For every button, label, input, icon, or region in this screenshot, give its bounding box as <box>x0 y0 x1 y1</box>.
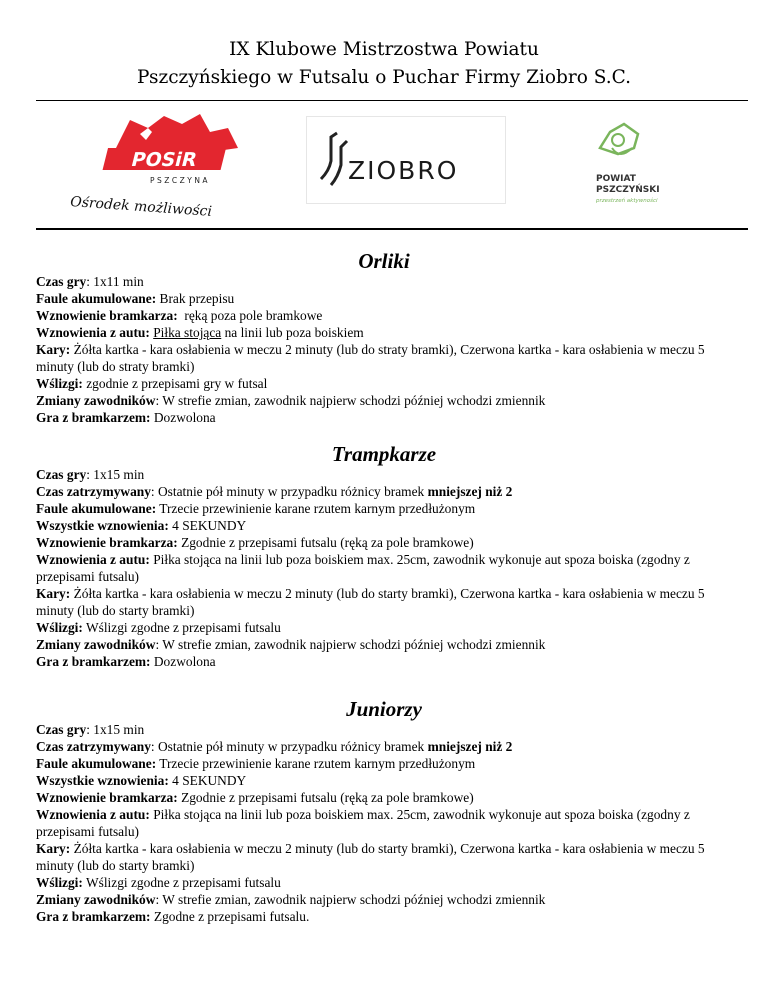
rule-text: Żółta kartka - kara osłabienia w meczu 2 minuty (lub do straty bramki), Czerwona kartka - kara osłabienia w meczu 5 minuty (lub do straty bramki) <box>36 342 708 374</box>
rule-text: Zgodne z przepisami futsalu. <box>153 909 310 924</box>
rule-line <box>36 551 736 585</box>
rule-text: Piłka stojąca na linii lub poza boiskiem max. 25cm, zawodnik wykonuje aut spoza boiska (zgodny z przepisami futsalu) <box>36 552 694 584</box>
rule-label: Wznowienia z autu: <box>36 552 150 567</box>
rule-label: Czas gry <box>36 467 87 482</box>
rule-line <box>36 619 736 636</box>
logos-divider <box>36 228 748 230</box>
ziobro-logo <box>306 116 506 204</box>
rule-line <box>36 375 736 392</box>
rule-label: Gra z bramkarzem: <box>36 654 151 669</box>
rule-separator: : <box>86 722 94 737</box>
rule-label: Faule akumulowane: <box>36 756 157 771</box>
rule-line <box>36 341 736 375</box>
rule-text: 4 SEKUNDY <box>172 518 247 533</box>
rule-line <box>36 466 736 483</box>
rule-label: Wznowienie bramkarza: <box>36 790 178 805</box>
rule-text: W strefie zmian, zawodnik najpierw schodzi później wchodzi zmiennik <box>162 637 546 652</box>
rule-text: Piłka stojąca na linii lub poza boiskiem max. 25cm, zawodnik wykonuje aut spoza boiska (zgodny z przepisami futsalu) <box>36 807 694 839</box>
document-title-line1: IX Klubowe Mistrzostwa Powiatu <box>229 39 539 60</box>
rule-line <box>36 840 736 874</box>
rule-line <box>36 653 736 670</box>
rule-text: W strefie zmian, zawodnik najpierw schodzi później wchodzi zmiennik <box>162 892 546 907</box>
section-title-orliki: Orliki <box>358 249 410 273</box>
rule-label: Wznowienia z autu: <box>36 807 150 822</box>
rule-line <box>36 789 736 806</box>
rule-line <box>36 500 736 517</box>
rule-line <box>36 392 736 409</box>
section-title-juniorzy: Juniorzy <box>346 697 422 721</box>
rule-label: Wszystkie wznowienia: <box>36 518 169 533</box>
svg-text:POWIAT: POWIAT <box>596 174 636 184</box>
rule-line <box>36 891 736 908</box>
rule-line <box>36 517 736 534</box>
svg-text:PSZCZYŃSKI: PSZCZYŃSKI <box>596 185 660 195</box>
rule-line <box>36 738 736 755</box>
rule-text: Brak przepisu <box>159 291 235 306</box>
rule-label: Zmiany zawodników <box>36 637 156 652</box>
rule-line <box>36 908 736 925</box>
rule-line <box>36 721 736 738</box>
rule-line <box>36 806 736 840</box>
rule-label: Gra z bramkarzem: <box>36 909 151 924</box>
rules-orliki <box>36 273 736 426</box>
rule-text: Ostatnie pół minuty w przypadku różnicy bramek <box>157 484 428 499</box>
rule-label: Kary: <box>36 342 71 357</box>
rule-separator: : <box>86 274 94 289</box>
section-title-trampkarze: Trampkarze <box>331 442 437 466</box>
svg-text:przestrzeń aktywności: przestrzeń aktywności <box>596 198 658 204</box>
rule-label: Wznowienie bramkarza: <box>36 308 178 323</box>
rule-text: 1x11 min <box>93 274 144 289</box>
posir-logo <box>60 108 260 218</box>
rules-juniorzy <box>36 721 736 925</box>
rule-line <box>36 409 736 426</box>
rule-text: zgodnie z przepisami gry w futsal <box>86 376 268 391</box>
rule-text: Dozwolona <box>153 410 216 425</box>
rule-line <box>36 324 736 341</box>
rule-label: Wślizgi: <box>36 620 83 635</box>
rule-label: Czas gry <box>36 274 87 289</box>
rule-emphasis: mniejszej niż 2 <box>427 739 513 754</box>
rule-line <box>36 483 736 500</box>
rule-text: Trzecie przewinienie karane rzutem karnym przedłużonym <box>159 756 476 771</box>
posir-logo-graphic <box>60 108 260 218</box>
rule-text: na linii lub poza boiskiem <box>221 325 364 340</box>
rule-text: Żółta kartka - kara osłabienia w meczu 2 minuty (lub do starty bramki), Czerwona kartka - kara osłabienia w meczu 5 minuty (lub do starty bramki) <box>36 586 708 618</box>
rule-label: Kary: <box>36 586 71 601</box>
rule-label: Faule akumulowane: <box>36 501 157 516</box>
rule-line <box>36 772 736 789</box>
rule-label: Zmiany zawodników <box>36 892 156 907</box>
rule-text: Wślizgi zgodne z przepisami futsalu <box>85 875 281 890</box>
rule-text: Zgodnie z przepisami futsalu (ręką za pole bramkowe) <box>181 790 474 805</box>
rule-text: 1x15 min <box>93 722 145 737</box>
rule-label: Czas zatrzymywany <box>36 739 151 754</box>
rule-underlined-text: Piłka stojąca <box>153 325 222 340</box>
rule-separator: : <box>155 892 163 907</box>
rule-text: W strefie zmian, zawodnik najpierw schodzi później wchodzi zmiennik <box>162 393 546 408</box>
rule-separator: : <box>86 467 94 482</box>
rule-label: Czas zatrzymywany <box>36 484 151 499</box>
rule-label: Wznowienie bramkarza: <box>36 535 178 550</box>
header-divider <box>36 100 748 101</box>
rule-line <box>36 307 736 324</box>
rule-label: Czas gry <box>36 722 87 737</box>
rule-line <box>36 755 736 772</box>
rule-line <box>36 585 736 619</box>
svg-text:PSZCZYNA: PSZCZYNA <box>149 176 211 185</box>
ziobro-logo-graphic <box>307 117 505 203</box>
rule-text: Zgodnie z przepisami futsalu (ręką za pole bramkowe) <box>181 535 474 550</box>
rule-text: Trzecie przewinienie karane rzutem karnym przedłużonym <box>159 501 476 516</box>
rule-separator: : <box>155 393 163 408</box>
rule-label: Gra z bramkarzem: <box>36 410 151 425</box>
rule-line <box>36 636 736 653</box>
rule-line <box>36 290 736 307</box>
powiat-logo-graphic <box>580 118 700 218</box>
rule-text: Dozwolona <box>153 654 216 669</box>
rule-text: Ostatnie pół minuty w przypadku różnicy bramek <box>157 739 428 754</box>
rule-label: Wszystkie wznowienia: <box>36 773 169 788</box>
rule-line <box>36 874 736 891</box>
rule-separator: : <box>150 739 158 754</box>
document-title-line2: Pszczyńskiego w Futsalu o Puchar Firmy Ziobro S.C. <box>137 67 631 88</box>
rule-label: Wznowienia z autu: <box>36 325 150 340</box>
rule-separator: : <box>150 484 158 499</box>
powiat-pszczynski-logo <box>580 118 700 218</box>
rule-emphasis: mniejszej niż 2 <box>427 484 513 499</box>
rule-label: Wślizgi: <box>36 875 83 890</box>
rule-line <box>36 534 736 551</box>
svg-text:POSiR: POSiR <box>128 148 200 171</box>
rule-text: ręką poza pole bramkowe <box>184 308 323 323</box>
rule-text: Wślizgi zgodne z przepisami futsalu <box>85 620 281 635</box>
rule-text: 4 SEKUNDY <box>172 773 247 788</box>
rule-line <box>36 273 736 290</box>
rule-text: 1x15 min <box>93 467 145 482</box>
rule-separator: : <box>155 637 163 652</box>
rules-trampkarze <box>36 466 736 670</box>
rule-label: Kary: <box>36 841 71 856</box>
svg-text:ZIOBRO: ZIOBRO <box>348 156 459 185</box>
rule-label: Wślizgi: <box>36 376 83 391</box>
svg-text:Ośrodek możliwości: Ośrodek możliwości <box>69 194 213 218</box>
rule-text: Żółta kartka - kara osłabienia w meczu 2 minuty (lub do starty bramki), Czerwona kartka - kara osłabienia w meczu 5 minuty (lub do starty bramki) <box>36 841 708 873</box>
rule-label: Faule akumulowane: <box>36 291 157 306</box>
rule-label: Zmiany zawodników <box>36 393 156 408</box>
